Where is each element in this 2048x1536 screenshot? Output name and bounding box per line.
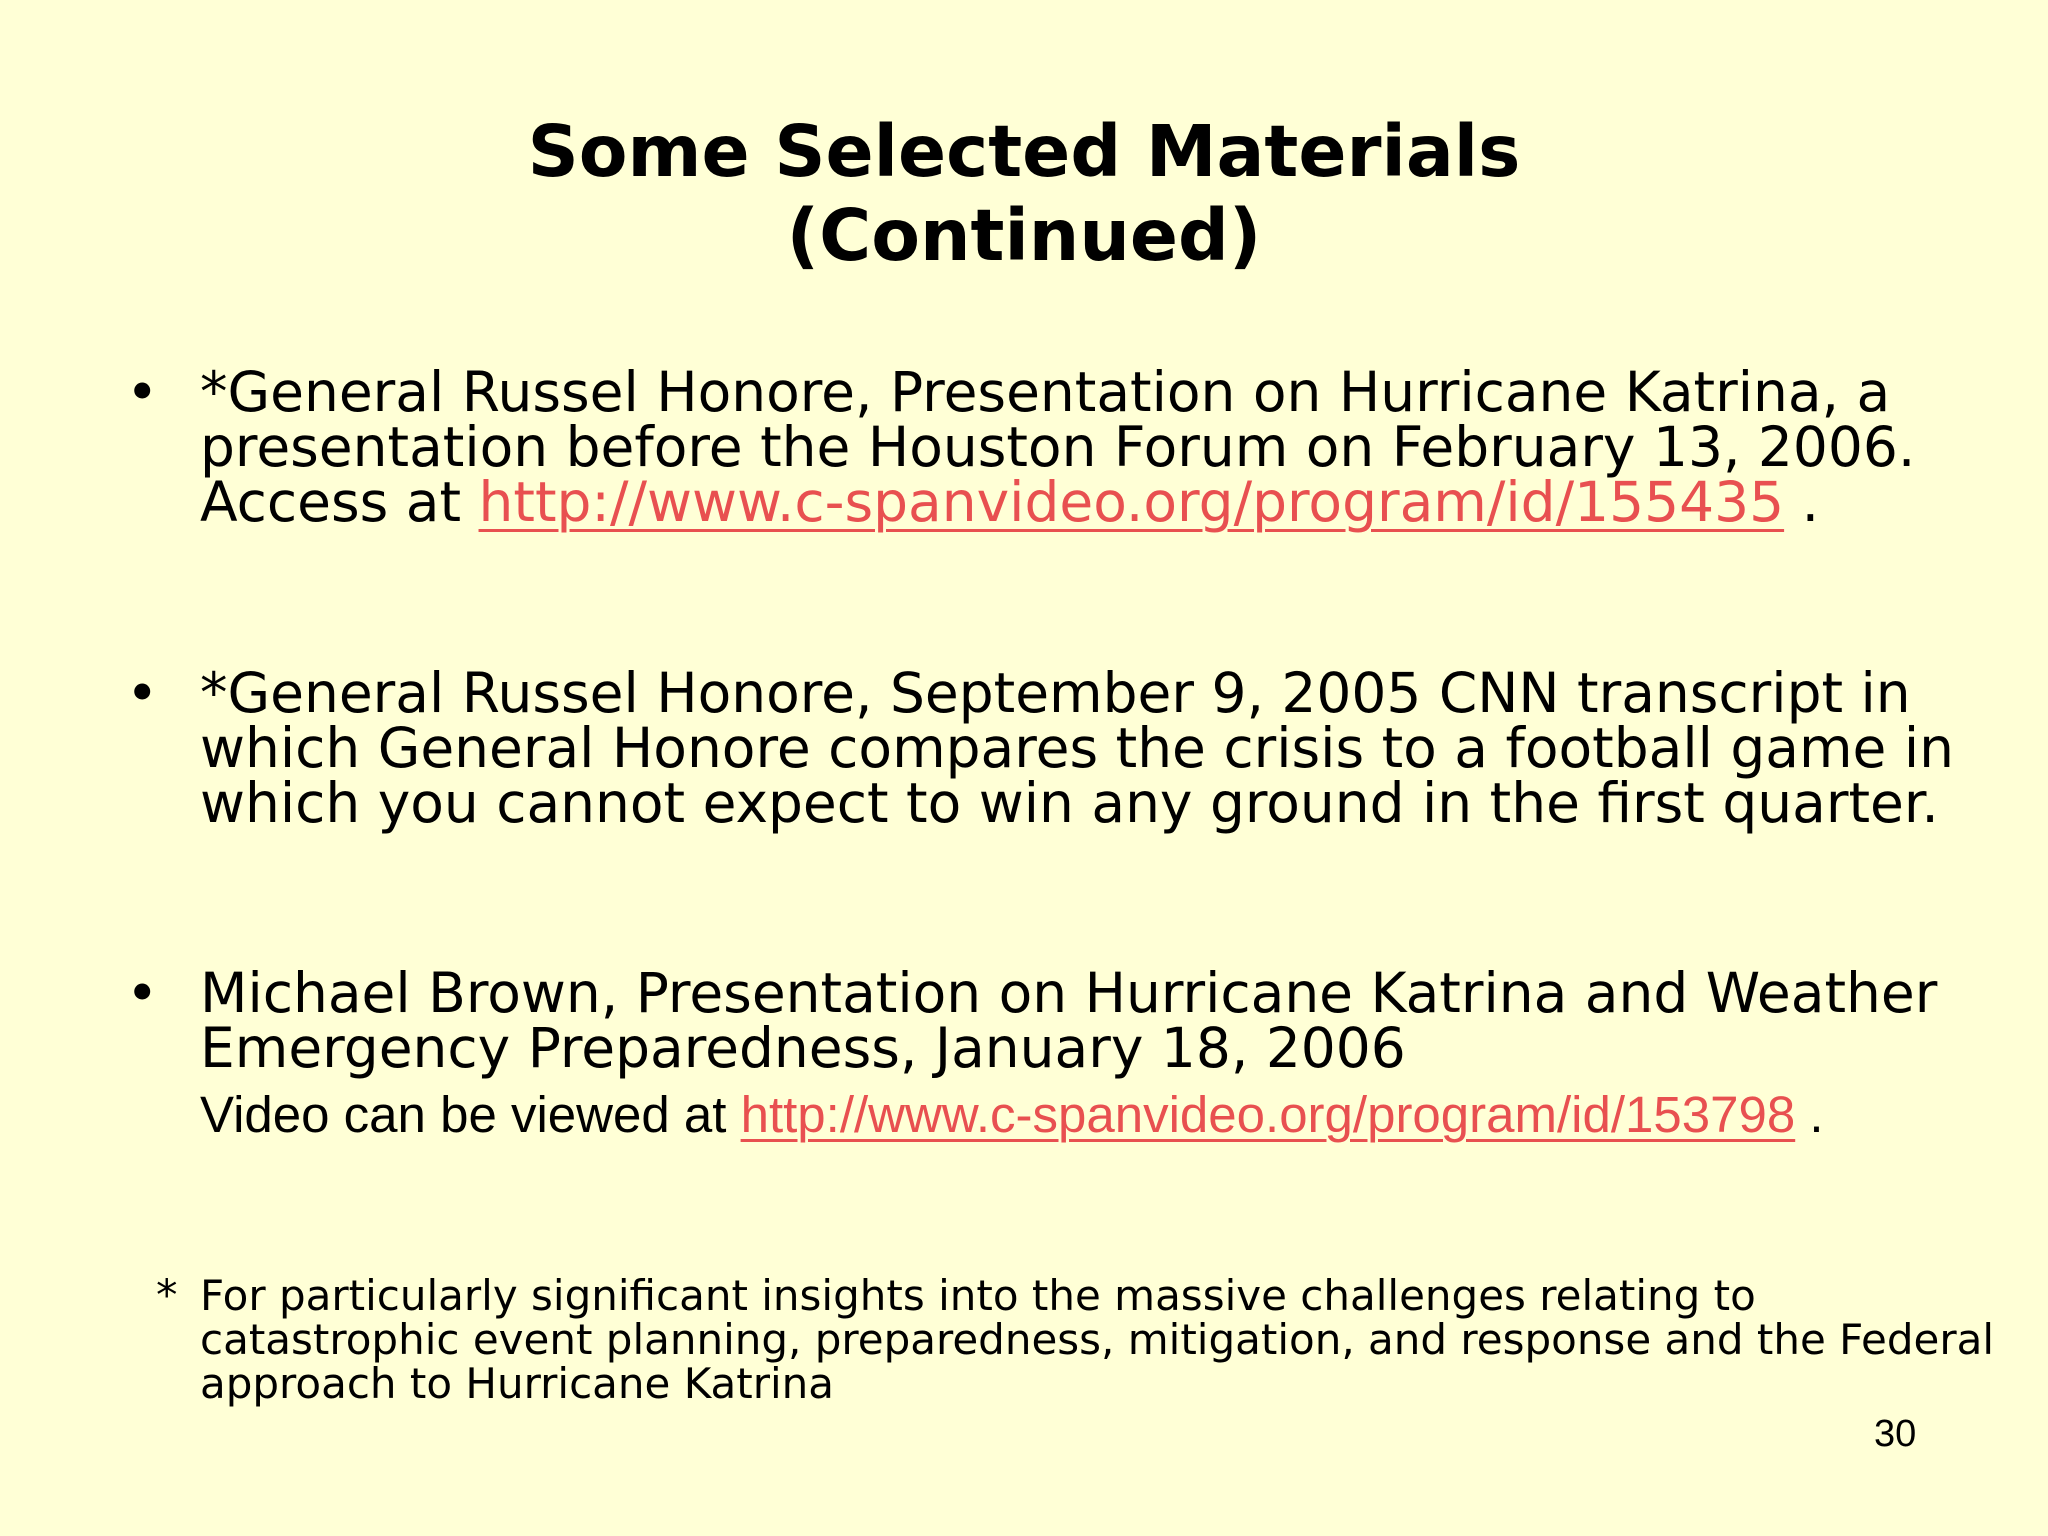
bullet-subtext-video (200, 1087, 1900, 1142)
slide-title-line2: (Continued) (786, 194, 1262, 277)
bullet-marker: • (126, 661, 159, 725)
page-number: 30 (1874, 1413, 1917, 1455)
slide-title (0, 110, 2048, 278)
cspan-link-153798[interactable]: http://www.c-spanvideo.org/program/id/153798 (740, 1086, 1796, 1143)
bullet-text-before-link: *General Russel Honore, Presentation on Hurricane Katrina, a presentation before the Houston Forum on February 13, 2006. Access at (200, 360, 1916, 534)
bullet-text: Michael Brown, Presentation on Hurricane Katrina and Weather Emergency Preparedness, January 18, 2006 (200, 961, 1938, 1080)
bullet-marker: • (126, 360, 159, 424)
slide-title-line1: Some Selected Materials (527, 110, 1521, 193)
bullet-text (200, 360, 2048, 534)
subtext-before-link: Video can be viewed at (200, 1086, 741, 1143)
bullet-text: *General Russel Honore, September 9, 2005 CNN transcript in which General Honore compares the crisis to a football game in which you cannot expect to win any ground in the first quarter. (200, 661, 1955, 835)
footnote-marker: * (156, 1271, 178, 1321)
footnote-text: For particularly significant insights into the massive challenges relating to catastrophic event planning, preparedness, mitigation, and response and the Federal approach to Hurricane Katrina (200, 1271, 1995, 1408)
cspan-link-155435[interactable]: http://www.c-spanvideo.org/program/id/155435 (478, 470, 1785, 534)
subtext-after-link: . (1795, 1086, 1824, 1143)
bullet-marker: • (126, 961, 159, 1025)
bullet-text-after-link: . (1784, 470, 1820, 534)
